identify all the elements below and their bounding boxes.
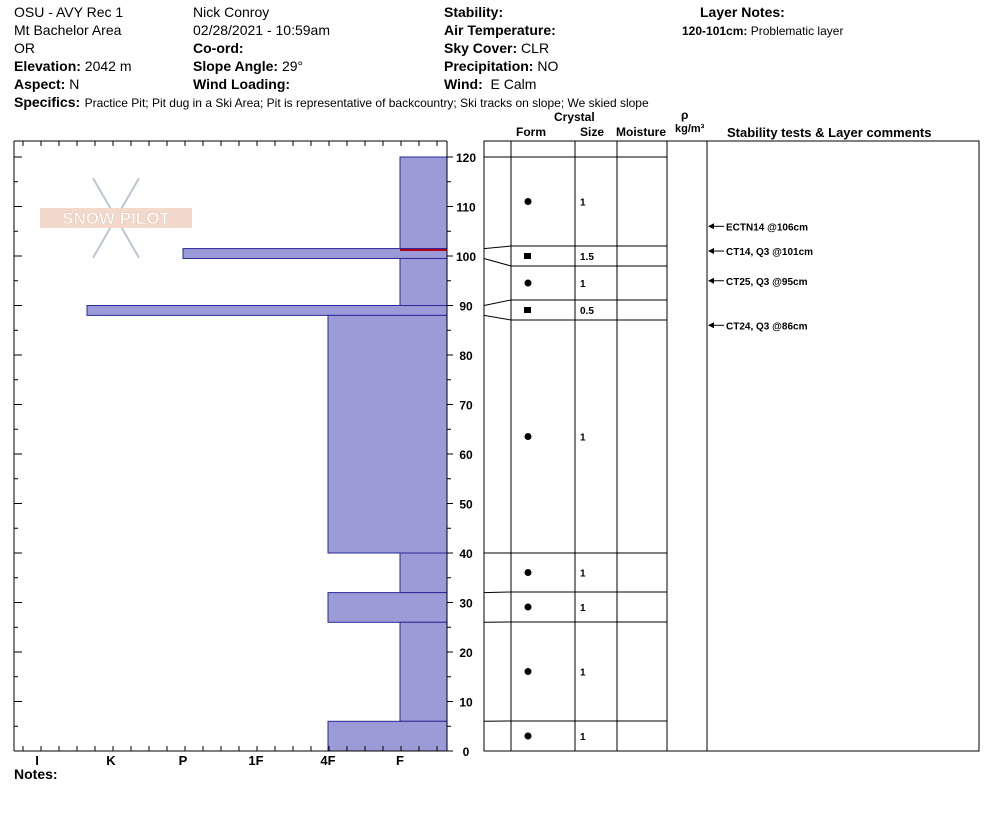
datetime: 02/28/2021 - 10:59am	[193, 22, 330, 38]
hardness-tick-label: P	[178, 753, 188, 768]
depth-tick-label: 20	[459, 646, 473, 660]
precip-value: NO	[537, 58, 559, 74]
aspect-label: Aspect:	[14, 76, 66, 92]
depth-tick-label: 120	[455, 151, 477, 165]
hardness-tick-label: I	[35, 753, 39, 768]
snowpilot-logo	[40, 178, 192, 258]
air-temp-label: Air Temperature:	[444, 22, 556, 38]
wind-loading-label: Wind Loading:	[193, 76, 291, 92]
logo-text: SNOW PILOT	[62, 209, 170, 228]
crystal-form-square	[524, 307, 531, 313]
hardness-bar	[400, 553, 447, 593]
depth-tick-label: 60	[459, 448, 473, 462]
stability-tests-header: Stability tests & Layer comments	[727, 125, 932, 140]
specifics-text: Practice Pit; Pit dug in a Ski Area; Pit is representative of backcountry; Ski tracks on slope; We skied slope	[84, 96, 649, 110]
form-header: Form	[516, 125, 546, 139]
hardness-bar	[87, 306, 447, 316]
crystal-size-label: 1	[580, 568, 586, 580]
size-header: Size	[580, 125, 605, 139]
stability-label: Stability:	[444, 4, 504, 20]
wind-value: E Calm	[490, 76, 537, 92]
layer-connector	[484, 592, 511, 593]
layer-notes-title: Layer Notes:	[700, 4, 785, 20]
specifics-label: Specifics:	[14, 94, 81, 110]
sky-value: CLR	[521, 40, 550, 56]
aspect-value: N	[69, 76, 80, 92]
depth-tick-label: 50	[459, 497, 473, 512]
slope-label: Slope Angle:	[193, 58, 279, 74]
crystal-size-label: 0.5	[580, 306, 594, 317]
depth-tick-label: 70	[459, 398, 473, 413]
stability-arrowhead	[708, 278, 714, 284]
depth-tick-label: 110	[456, 200, 476, 215]
depth-tick-label: 30	[459, 596, 473, 611]
stability-test-label: CT14, Q3 @101cm	[726, 247, 814, 259]
elevation-label: Elevation:	[14, 58, 81, 74]
layer-connector	[484, 258, 511, 266]
stability-arrowhead	[708, 223, 714, 229]
crystal-form-round	[525, 433, 532, 440]
depth-tick-label: 90	[459, 299, 473, 314]
crystal-size-label: 1	[580, 667, 586, 679]
layer-connector	[484, 246, 511, 249]
crystal-size-label: 1.5	[580, 252, 594, 263]
depth-tick-label: 0	[462, 745, 470, 759]
layer-connector	[484, 300, 511, 306]
depth-tick-label: 10	[459, 695, 473, 710]
hardness-tick-label: K	[106, 753, 116, 768]
hardness-bar	[400, 157, 447, 249]
depth-tick-label: 40	[459, 547, 473, 561]
stability-arrowhead	[708, 322, 714, 328]
area-name: Mt Bachelor Area	[14, 22, 122, 38]
hardness-bar	[328, 721, 447, 751]
precip-label: Precipitation:	[444, 58, 534, 74]
hardness-tick-label: 1F	[248, 753, 264, 768]
wind-label: Wind:	[444, 76, 483, 92]
layer-connector	[484, 315, 511, 320]
crystal-size-label: 1	[580, 279, 586, 290]
crystal-size-label: 1	[580, 732, 586, 743]
crystal-form-square	[524, 253, 531, 259]
notes-label: Notes:	[14, 766, 58, 782]
stability-test-label: CT24, Q3 @86cm	[726, 321, 808, 333]
layer-note-text: Problematic layer	[750, 24, 844, 38]
moisture-header: Moisture	[616, 125, 667, 139]
rho-header: ρ	[681, 108, 689, 122]
hardness-tick-label: F	[396, 753, 404, 768]
state: OR	[14, 40, 35, 56]
coord-label: Co-ord:	[193, 40, 244, 56]
stability-arrowhead	[708, 248, 714, 254]
elevation-value: 2042 m	[84, 58, 132, 74]
hardness-bar	[328, 593, 447, 623]
crystal-header: Crystal	[554, 110, 595, 124]
hardness-bar	[400, 258, 447, 305]
observer: Nick Conroy	[193, 4, 270, 20]
stability-test-label: ECTN14 @106cm	[726, 222, 809, 234]
sky-label: Sky Cover:	[444, 40, 518, 56]
crystal-size-label: 1	[580, 603, 586, 614]
crystal-form-round	[525, 280, 532, 287]
depth-tick-label: 100	[455, 250, 477, 264]
hardness-bar	[328, 315, 447, 553]
crystal-form-round	[525, 733, 532, 740]
stability-test-label: CT25, Q3 @95cm	[726, 276, 808, 288]
depth-tick-label: 80	[459, 349, 473, 363]
crystal-form-round	[525, 569, 532, 576]
crystal-form-round	[525, 198, 532, 205]
hardness-tick-label: 4F	[320, 753, 336, 768]
crystal-size-label: 1	[580, 432, 586, 444]
pit-title: OSU - AVY Rec 1	[14, 4, 124, 20]
slope-value: 29°	[281, 58, 304, 74]
crystal-size-label: 1	[580, 197, 586, 209]
crystal-form-round	[525, 668, 532, 675]
hardness-bar	[400, 622, 447, 721]
density-unit-header: kg/m³	[675, 123, 705, 135]
crystal-form-round	[525, 604, 532, 611]
layer-note-range: 120-101cm:	[682, 24, 748, 38]
